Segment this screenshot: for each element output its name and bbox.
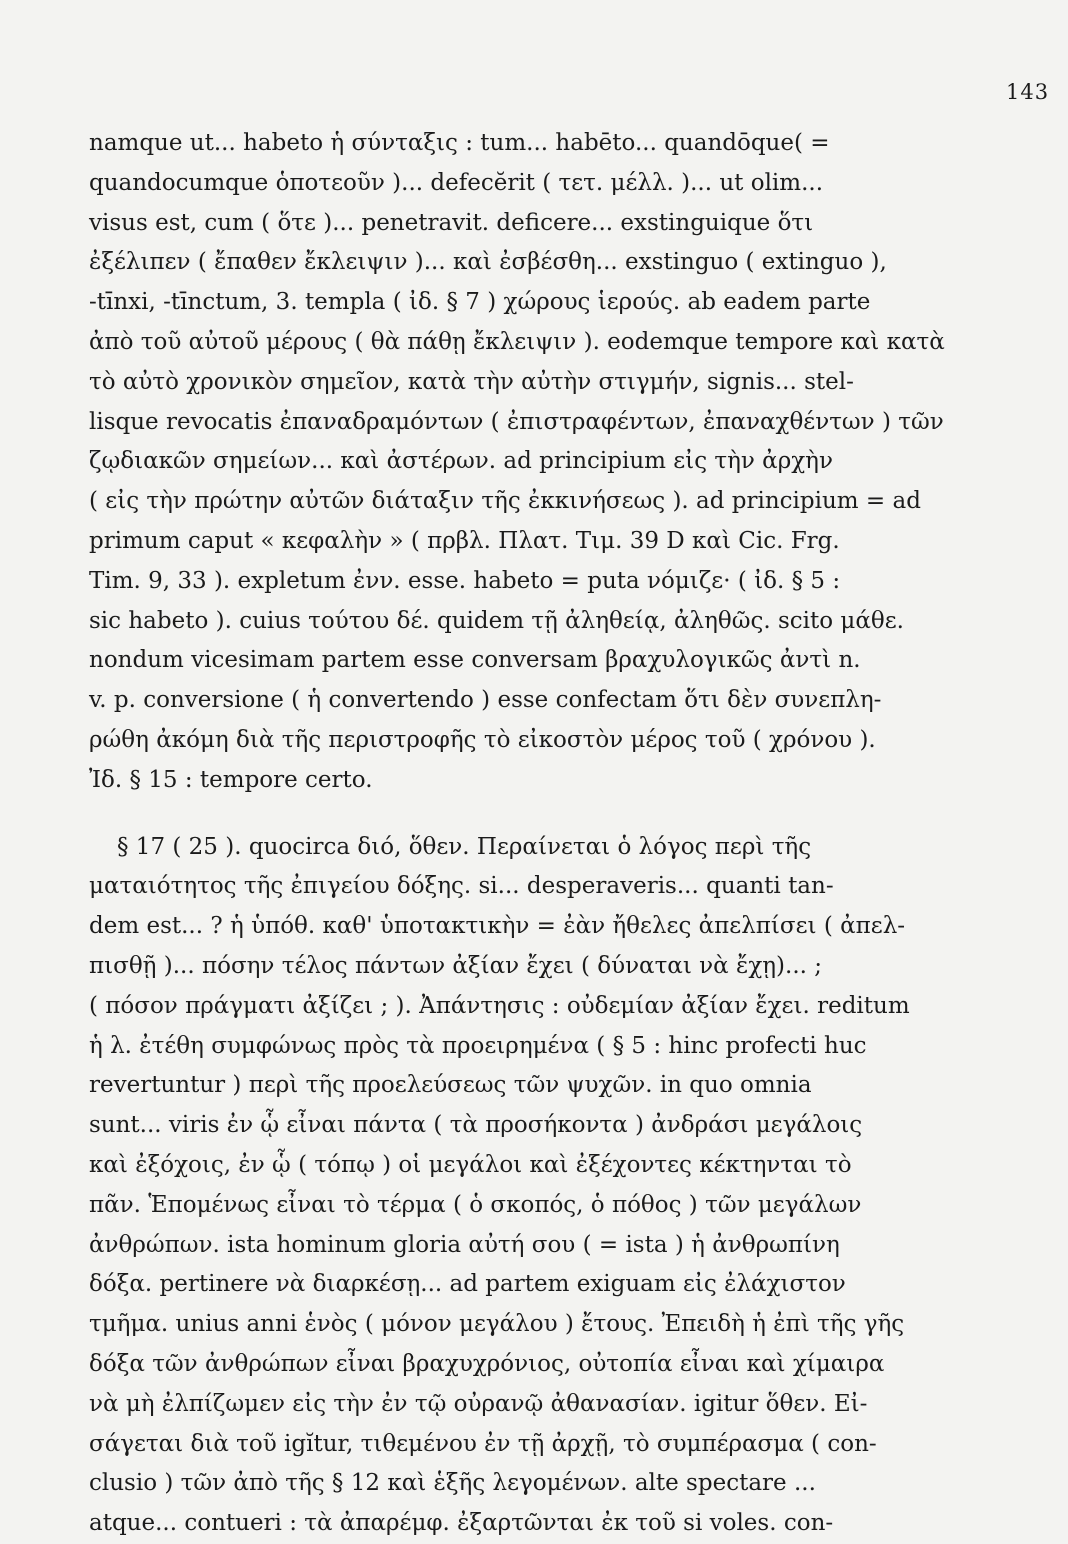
paragraph-1	[89, 124, 945, 801]
text-line: νὰ μὴ ἐλπίζωμεν εἰς τὴν ἐν τῷ οὐρανῷ ἀθανασίαν. igitur ὅθεν. Εἰ-	[89, 1390, 868, 1417]
text-line: lisque revocatis ἐπαναδραμόντων ( ἐπιστραφέντων, ἐπαναχθέντων ) τῶν	[89, 408, 944, 435]
text-line: atque... contueri : τὰ ἀπαρέμφ. ἐξαρτῶνται ἐκ τοῦ si voles. con-	[89, 1510, 834, 1537]
text-line: dem est... ? ἡ ὑπόθ. καθ' ὑποτακτικὴν = ἐὰν ἤθελες ἀπελπίσει ( ἀπελ-	[89, 913, 906, 940]
text-line: nondum vicesimam partem esse conversam βραχυλογικῶς ἀντὶ n.	[89, 647, 861, 674]
text-line: primum caput « κεφαλὴν » ( πρβλ. Πλατ. Τιμ. 39 D καὶ Cic. Frg.	[89, 527, 840, 554]
text-line: τὸ αὐτὸ χρονικὸν σημεῖον, κατὰ τὴν αὐτὴν στιγμήν, signis... stel-	[89, 368, 854, 395]
commentary-text	[89, 124, 945, 1544]
paragraph-2	[89, 828, 934, 1544]
text-line: revertuntur ) περὶ τῆς προελεύσεως τῶν ψυχῶν. in quo omnia	[89, 1072, 812, 1099]
text-line: καὶ ἐξόχοις, ἐν ᾧ ( τόπῳ ) οἱ μεγάλοι καὶ ἐξέχοντες κέκτηνται τὸ	[89, 1151, 852, 1178]
text-line: sic habeto ). cuius τούτου δέ. quidem τῇ ἀληθείᾳ, ἀληθῶς. scito μάθε.	[89, 607, 904, 634]
text-line: πισθῇ )... πόσην τέλος πάντων ἀξίαν ἔχει ( δύναται νὰ ἔχῃ)... ;	[89, 952, 823, 979]
text-line: namque ut... habeto ἡ σύνταξις : tum... habēto... quandōque( =	[89, 130, 830, 156]
text-line: § 17 ( 25 ). quocirca διό, ὅθεν. Περαίνεται ὁ λόγος περὶ τῆς	[117, 833, 812, 860]
text-line: ἐξέλιπεν ( ἔπαθεν ἔκλειψιν )... καὶ ἐσβέσθη... exstinguo ( extinguo ),	[89, 249, 887, 276]
text-line: σάγεται διὰ τοῦ igĭtur, τιθεμένου ἐν τῇ ἀρχῇ, τὸ συμπέρασμα ( con-	[89, 1430, 877, 1457]
text-line: sunt... viris ἐν ᾧ εἶναι πάντα ( τὰ προσήκοντα ) ἀνδράσι μεγάλοις	[89, 1112, 863, 1139]
text-line: Tim. 9, 33 ). expletum ἐνν. esse. habeto = puta νόμιζε· ( ἰδ. § 5 :	[89, 567, 841, 594]
text-line: ἀπὸ τοῦ αὐτοῦ μέρους ( θὰ πάθῃ ἔκλειψιν ). eodemque tempore καὶ κατὰ	[89, 328, 945, 355]
text-line: v. p. conversione ( ἡ convertendo ) esse confectam ὅτι δὲν συνεπλη-	[89, 687, 882, 714]
text-line: ( εἰς τὴν πρώτην αὐτῶν διάταξιν τῆς ἐκκινήσεως ). ad principium = ad	[89, 488, 921, 515]
paragraph-spacer	[89, 801, 934, 828]
text-line: ζῳδιακῶν σημείων... καὶ ἀστέρων. ad principium εἰς τὴν ἀρχὴν	[89, 448, 833, 475]
text-line: δόξα τῶν ἀνθρώπων εἶναι βραχυχρόνιος, οὐτοπία εἶναι καὶ χίμαιρα	[89, 1350, 885, 1377]
text-line: τμῆμα. unius anni ἑνὸς ( μόνον μεγάλου ) ἔτους. Ἐπειδὴ ἡ ἐπὶ τῆς γῆς	[89, 1311, 905, 1338]
text-line: visus est, cum ( ὅτε )... penetravit. deficere... exstinguique ὅτι	[89, 209, 814, 236]
text-line: clusio ) τῶν ἀπὸ τῆς § 12 καὶ ἑξῆς λεγομένων. alte spectare ...	[89, 1470, 816, 1497]
text-line: -tīnxi, -tīnctum, 3. templa ( ἰδ. § 7 ) χώρους ἱερούς. ab eadem parte	[89, 289, 871, 316]
text-line: ματαιότητος τῆς ἐπιγείου δόξης. si... desperaveris... quanti tan-	[89, 873, 834, 900]
text-line: ἡ λ. ἐτέθη συμφώνως πρὸς τὰ προειρημένα ( § 5 : hinc profecti huc	[89, 1032, 867, 1059]
text-line: ρώθη ἀκόμη διὰ τῆς περιστροφῆς τὸ εἰκοστὸν μέρος τοῦ ( χρόνου ).	[89, 726, 876, 753]
text-line: δόξα. pertinere νὰ διαρκέσῃ... ad partem exiguam εἰς ἐλάχιστον	[89, 1271, 846, 1298]
text-line: quandocumque ὁποτεοῦν )... defecĕrit ( τετ. μέλλ. )... ut olim...	[89, 169, 824, 196]
text-line: Ἰδ. § 15 : tempore certo.	[89, 766, 373, 793]
page-number: 143	[1006, 80, 1050, 104]
text-line: ( πόσον πράγματι ἀξίζει ; ). Ἀπάντησις : οὐδεμίαν ἀξίαν ἔχει. reditum	[89, 992, 910, 1019]
text-line: ἀνθρώπων. ista hominum gloria αὐτή σου ( = ista ) ἡ ἀνθρωπίνη	[89, 1231, 840, 1258]
text-line: πᾶν. Ἑπομένως εἶναι τὸ τέρμα ( ὁ σκοπός, ὁ πόθος ) τῶν μεγάλων	[89, 1191, 862, 1218]
